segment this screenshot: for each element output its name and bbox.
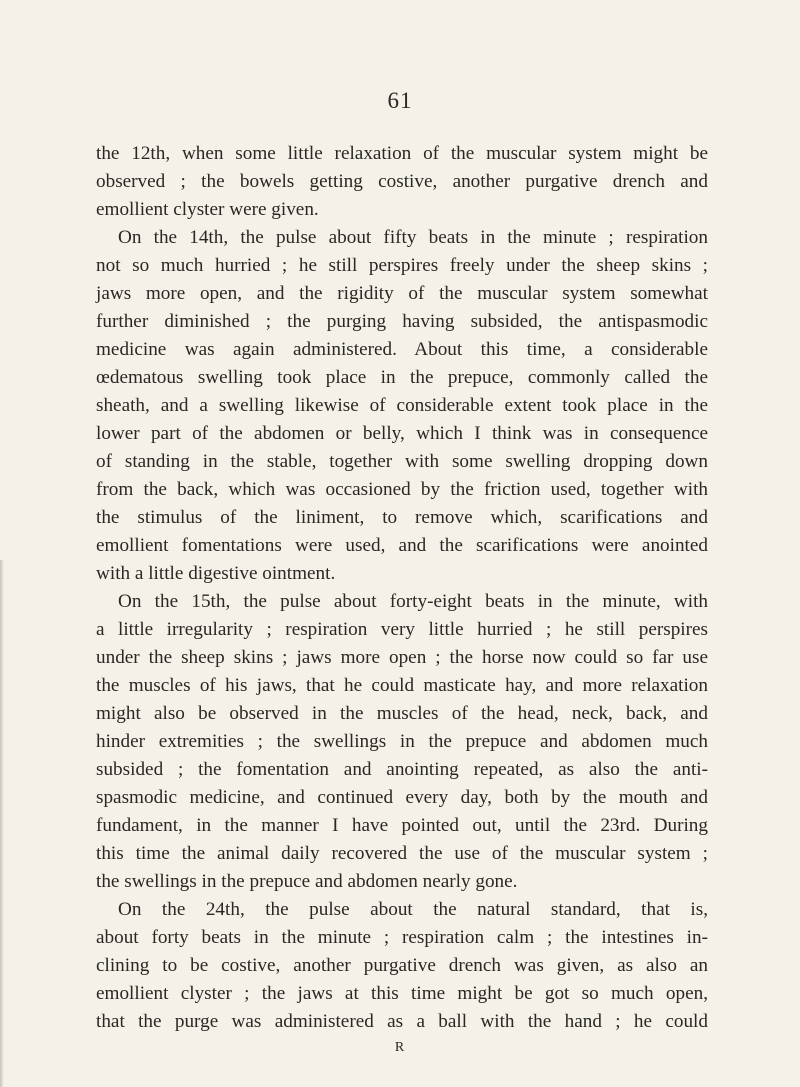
text-line: On the 15th, the pulse about forty-eight beats in the minute, with <box>118 591 708 612</box>
text-line: observed ; the bowels getting costive, another purgative drench and <box>96 171 708 192</box>
text-line: lower part of the abdomen or belly, which I think was in consequence <box>96 423 708 444</box>
text-line: the stimulus of the liniment, to remove which, scarifications and <box>96 507 708 528</box>
text-line: from the back, which was occasioned by the friction used, together with <box>96 479 708 500</box>
text-line: under the sheep skins ; jaws more open ; the horse now could so far use <box>96 647 708 668</box>
text-line: of standing in the stable, together with some swelling dropping down <box>96 451 708 472</box>
text-line: with a little digestive ointment. <box>96 563 336 584</box>
text-line: On the 14th, the pulse about fifty beats in the minute ; respiration <box>118 227 708 248</box>
text-line: sheath, and a swelling likewise of considerable extent took place in the <box>96 395 708 416</box>
text-line: emollient clyster were given. <box>96 199 319 220</box>
text-line: œdematous swelling took place in the prepuce, commonly called the <box>96 367 708 388</box>
text-line: a little irregularity ; respiration very little hurried ; he still perspires <box>96 619 708 640</box>
body-text <box>96 140 708 1036</box>
text-line: On the 24th, the pulse about the natural standard, that is, <box>118 899 708 920</box>
text-line: emollient clyster ; the jaws at this time might be got so much open, <box>96 983 708 1004</box>
text-line: medicine was again administered. About this time, a considerable <box>96 339 708 360</box>
page-number: 61 <box>387 88 413 113</box>
text-line: jaws more open, and the rigidity of the muscular system somewhat <box>96 283 708 304</box>
text-line: not so much hurried ; he still perspires freely under the sheep skins ; <box>96 255 708 276</box>
text-line: further diminished ; the purging having subsided, the antispasmodic <box>96 311 708 332</box>
text-line: that the purge was administered as a ball with the hand ; he could <box>96 1011 708 1032</box>
signature-mark: R <box>394 1040 406 1055</box>
text-line: might also be observed in the muscles of the head, neck, back, and <box>96 703 708 724</box>
text-line: the muscles of his jaws, that he could masticate hay, and more relaxation <box>96 675 708 696</box>
text-line: hinder extremities ; the swellings in the prepuce and abdomen much <box>96 731 708 752</box>
text-line: the 12th, when some little relaxation of the muscular system might be <box>96 143 708 164</box>
text-line: fundament, in the manner I have pointed out, until the 23rd. During <box>96 815 708 836</box>
text-line: about forty beats in the minute ; respiration calm ; the intestines in- <box>96 927 708 948</box>
text-line: subsided ; the fomentation and anointing repeated, as also the anti- <box>96 759 708 780</box>
text-line: emollient fomentations were used, and the scarifications were anointed <box>96 535 708 556</box>
page-edge-shadow <box>0 560 4 1087</box>
text-line: clining to be costive, another purgative drench was given, as also an <box>96 955 708 976</box>
text-line: the swellings in the prepuce and abdomen nearly gone. <box>96 871 518 892</box>
text-line: spasmodic medicine, and continued every day, both by the mouth and <box>96 787 708 808</box>
text-line: this time the animal daily recovered the use of the muscular system ; <box>96 843 708 864</box>
